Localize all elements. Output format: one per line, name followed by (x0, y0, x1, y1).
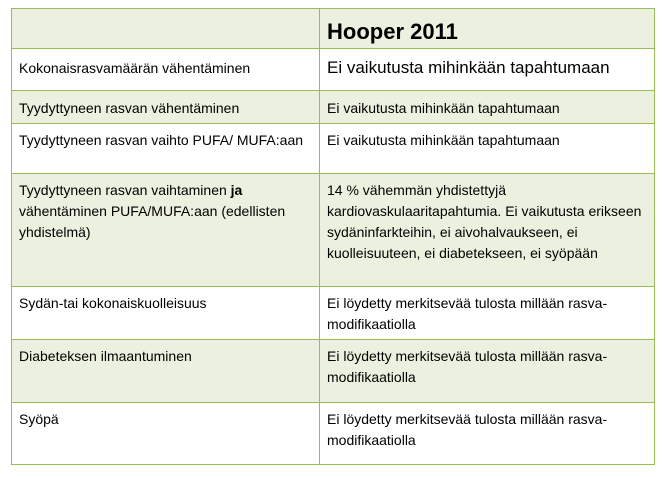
row-value: Ei löydetty merkitsevää tulosta millään rasva-modifikaatiolla (320, 287, 655, 340)
row-value: Ei löydetty merkitsevää tulosta millään rasva-modifikaatiolla (320, 340, 655, 403)
row-label-bold: ja (230, 182, 243, 198)
row-label: Syöpä (12, 403, 320, 465)
row-value: Ei vaikutusta mihinkään tapahtumaan (320, 124, 655, 174)
row-label-post: vähentäminen PUFA/MUFA:aan (edellisten yhdistelmä) (19, 203, 286, 240)
row-value: Ei vaikutusta mihinkään tapahtumaan (320, 91, 655, 124)
header-cell-empty (12, 9, 320, 49)
row-label: Tyydyttyneen rasvan vaihto PUFA/ MUFA:aan (12, 124, 320, 174)
row-label: Diabeteksen ilmaantuminen (12, 340, 320, 403)
row-value: 14 % vähemmän yhdistettyjä kardiovaskulaaritapahtumia. Ei vaikutusta erikseen sydäninfarkteihin, ei aivohalvaukseen, ei kuolleisuuteen, ei diabetekseen, ei syöpään (320, 174, 655, 287)
row-label: Sydän-tai kokonaiskuolleisuus (12, 287, 320, 340)
table-row (12, 340, 655, 403)
row-label: Tyydyttyneen rasvan vähentäminen (12, 91, 320, 124)
row-label: Kokonaisrasvamäärän vähentäminen (12, 49, 320, 91)
row-label (12, 174, 320, 287)
table-row (12, 124, 655, 174)
table-row (12, 287, 655, 340)
comparison-table (11, 8, 655, 465)
row-value: Ei löydetty merkitsevää tulosta millään rasva-modifikaatiolla (320, 403, 655, 465)
table-header-row (12, 9, 655, 49)
header-cell-study: Hooper 2011 (320, 9, 655, 49)
table-row (12, 174, 655, 287)
table-row (12, 403, 655, 465)
row-label-pre: Tyydyttyneen rasvan vaihtaminen (19, 182, 231, 198)
table-row (12, 49, 655, 91)
row-value: Ei vaikutusta mihinkään tapahtumaan (320, 49, 655, 91)
table-row (12, 91, 655, 124)
